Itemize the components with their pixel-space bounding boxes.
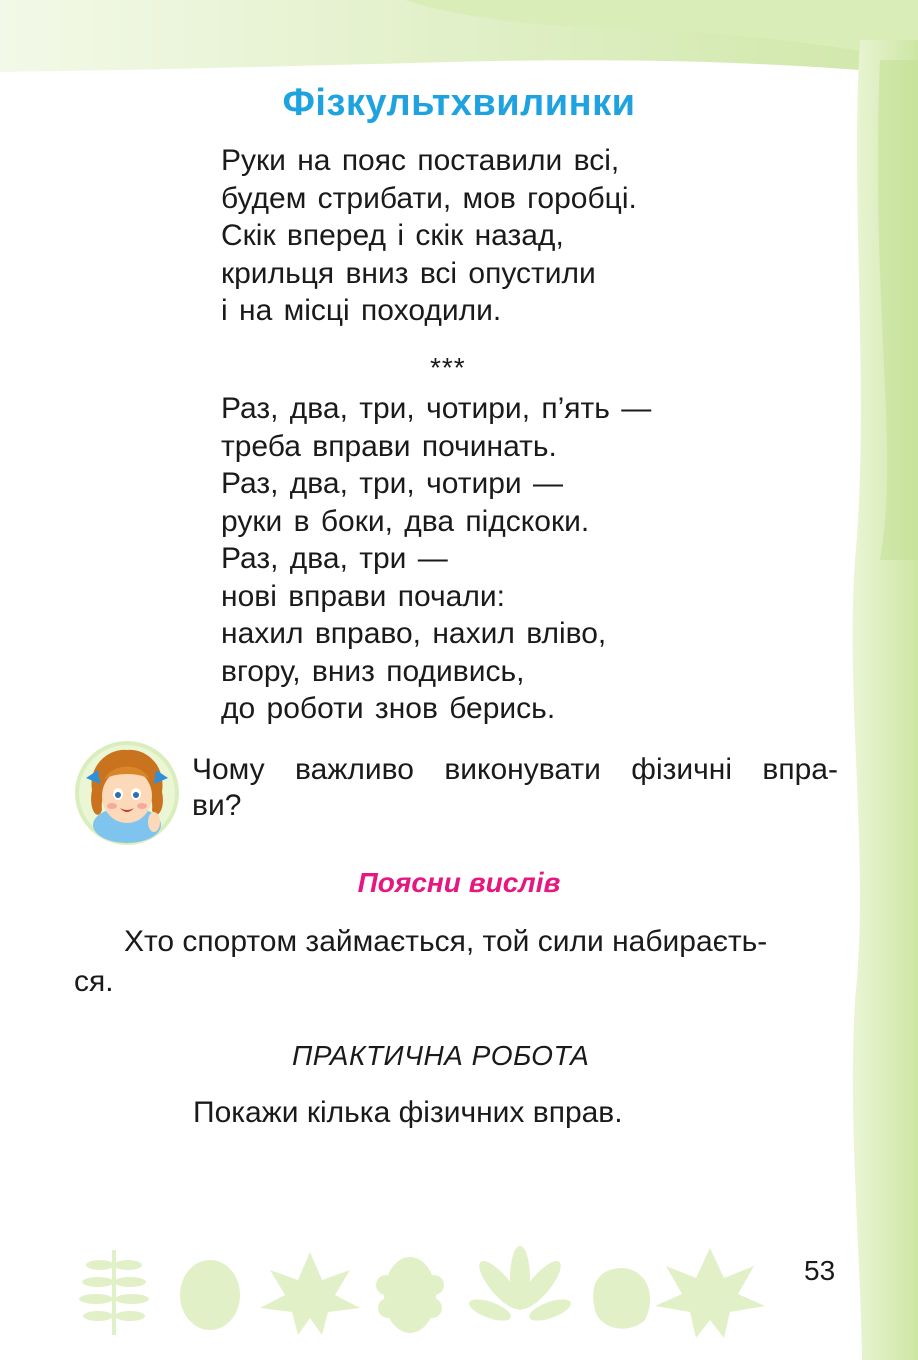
linden-leaf-icon — [593, 1268, 650, 1329]
chestnut-leaf-icon — [467, 1246, 574, 1325]
poem-line: до роботи знов берись. — [221, 692, 556, 725]
poem-first — [221, 142, 637, 330]
question-word: впра- — [762, 753, 838, 786]
poem-line: Раз, два, три — — [221, 542, 448, 575]
section-heading: Поясни вислів — [357, 867, 561, 898]
round-leaf-icon — [180, 1260, 240, 1330]
leaves-decoration — [60, 1240, 780, 1340]
poem-second — [221, 390, 651, 728]
question-line-1 — [192, 752, 838, 788]
fern-leaf-icon — [79, 1250, 149, 1335]
page-number: 53 — [804, 1255, 836, 1286]
discussion-question — [192, 752, 838, 824]
girl-avatar-icon — [74, 740, 180, 846]
question-word: Чому — [192, 753, 265, 786]
maple-leaf-icon-2 — [655, 1248, 765, 1338]
page-title: Фізкультхвилинки — [282, 82, 636, 124]
poem-line: вгору, вниз подивись, — [221, 654, 525, 688]
proverb-line-2: ся. — [74, 965, 114, 998]
question-word: фізичні — [631, 753, 733, 786]
poem-line: будем стрибати, мов горобці. — [221, 181, 637, 215]
poem-line: треба вправи починать. — [221, 429, 557, 463]
maple-leaf-icon — [260, 1252, 360, 1335]
poem-line: Скік вперед і скік назад, — [221, 219, 564, 252]
proverb-line-1: Хто спортом займається, той сили набираєть- — [124, 925, 768, 958]
practice-text: Покажи кілька фізичних вправ. — [193, 1096, 623, 1129]
poem-line: нові вправи почали: — [221, 579, 505, 613]
poem-line: Руки на пояс поставили всі, — [221, 144, 620, 177]
poem-line: і на місці походили. — [221, 294, 502, 327]
question-word: важливо — [295, 753, 414, 786]
poem-line: руки в боки, два підскоки. — [221, 504, 590, 538]
oak-leaf-icon — [376, 1257, 444, 1333]
practice-title: ПРАКТИЧНА РОБОТА — [292, 1040, 590, 1071]
poem-separator: *** — [430, 352, 466, 383]
poem-line: нахил вправо, нахил вліво, — [221, 617, 607, 650]
poem-line: Раз, два, три, чотири — — [221, 467, 564, 500]
poem-line: Раз, два, три, чотири, п’ять — — [221, 392, 652, 425]
proverb — [74, 922, 838, 1002]
question-word: виконувати — [444, 753, 601, 786]
poem-line: крильця вниз всі опустили — [221, 256, 596, 290]
question-line-2: ви? — [192, 789, 242, 822]
